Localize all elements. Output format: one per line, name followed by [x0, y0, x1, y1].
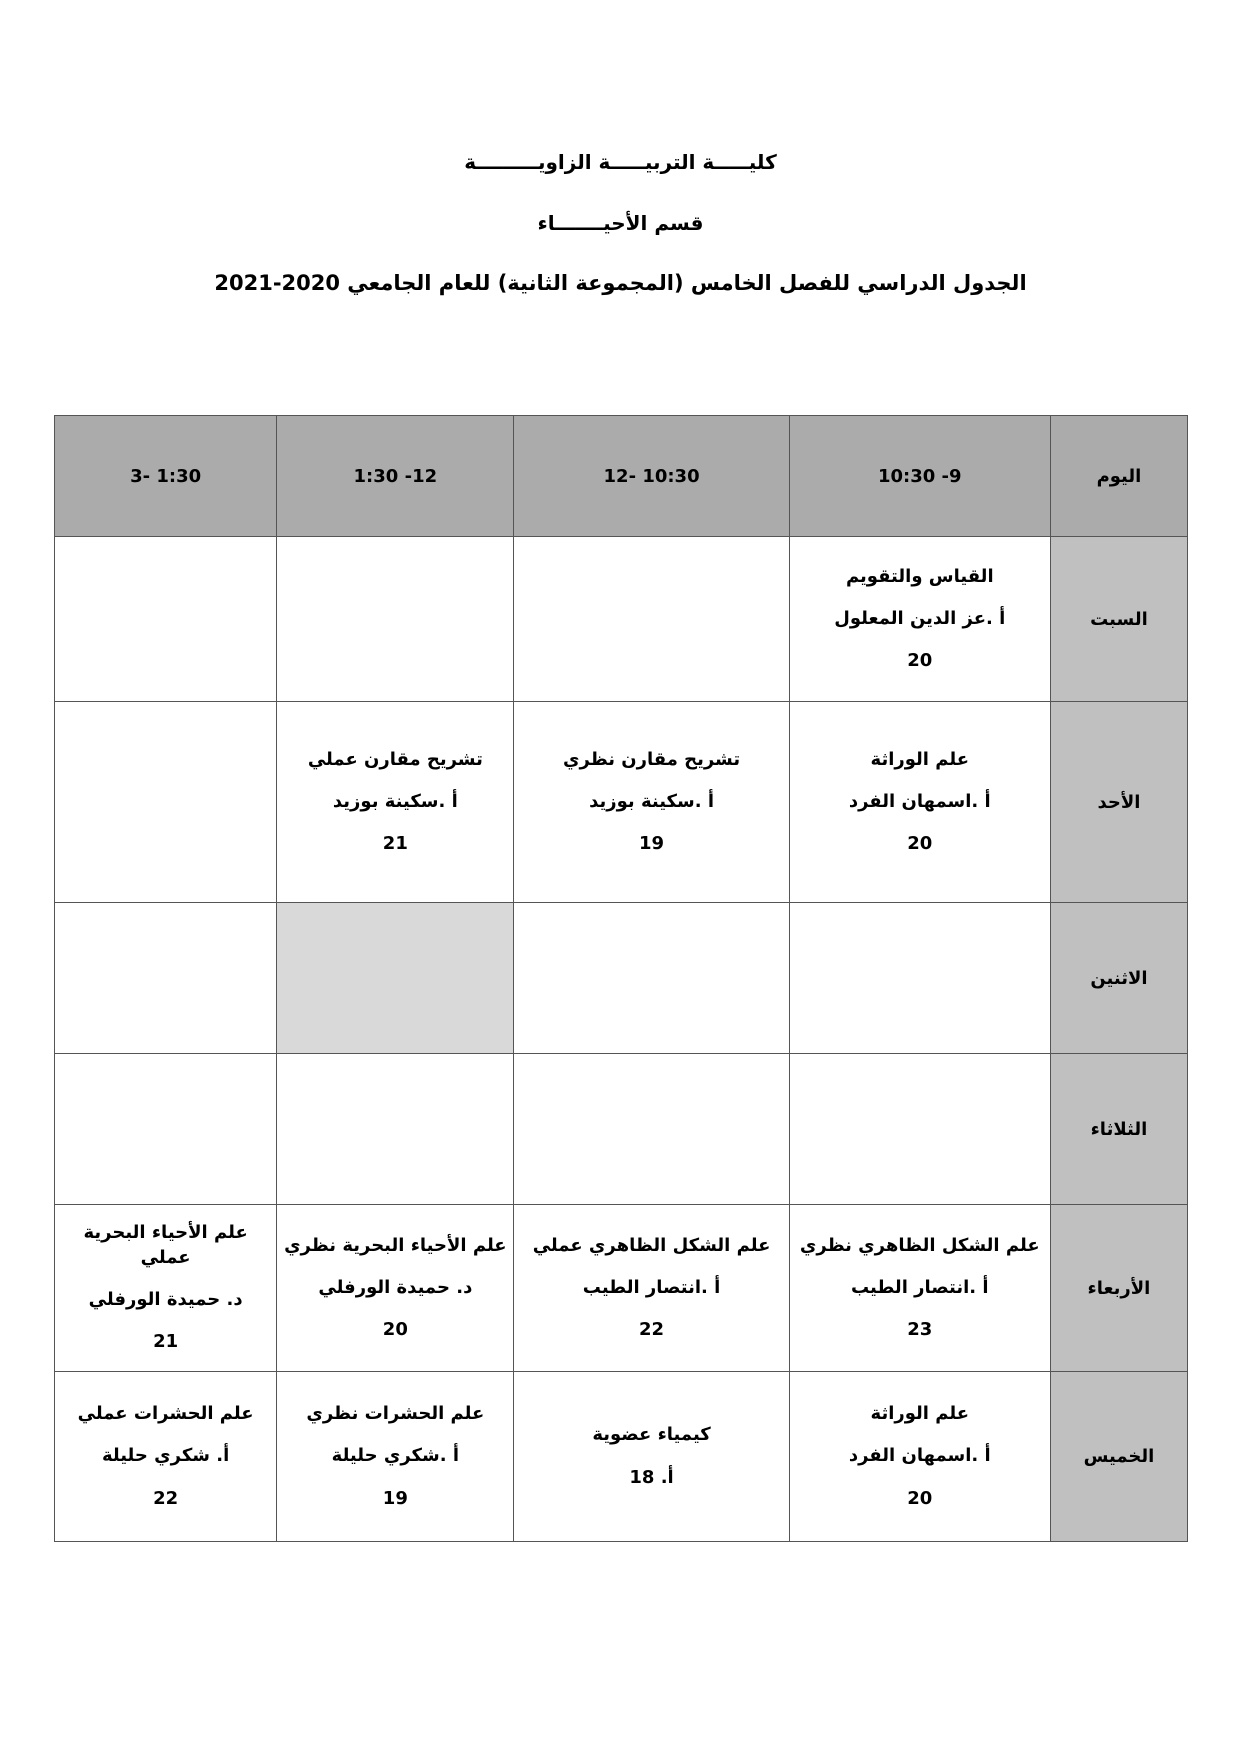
cell-teacher: أ. شكري حليلة — [101, 1445, 230, 1467]
schedule-cell — [514, 1205, 789, 1372]
column-header-slot-4: 1:30 -3 — [55, 416, 277, 537]
schedule-table — [54, 415, 1188, 1542]
cell-room: 22 — [153, 1487, 179, 1509]
schedule-cell — [277, 1205, 514, 1372]
schedule-cell — [514, 1372, 789, 1542]
day-cell: الثلاثاء — [1050, 1054, 1187, 1205]
schedule-cell — [789, 1054, 1050, 1205]
table-row — [55, 702, 1188, 903]
day-cell: السبت — [1050, 537, 1187, 702]
cell-room: أ. 18 — [629, 1466, 674, 1488]
schedule-title: الجدول الدراسي للفصل الخامس (المجموعة الثانية) للعام الجامعي 2020-2021 — [214, 271, 1027, 295]
schedule-cell — [514, 702, 789, 903]
cell-teacher: أ .سكينة بوزيد — [589, 790, 714, 812]
schedule-cell — [514, 537, 789, 702]
cell-teacher: د. حميدة الورفلي — [318, 1276, 473, 1298]
column-header-slot-2: 10:30 -12 — [514, 416, 789, 537]
cell-teacher: أ .انتصار الطيب — [582, 1276, 721, 1298]
schedule-cell — [514, 903, 789, 1054]
table-row — [55, 537, 1188, 702]
day-cell: الاثنين — [1050, 903, 1187, 1054]
schedule-cell — [277, 903, 514, 1054]
cell-subject: علم الشكل الظاهري عملي — [532, 1234, 771, 1256]
header-row — [55, 416, 1188, 537]
schedule-cell — [789, 702, 1050, 903]
schedule-cell — [55, 1205, 277, 1372]
column-header-day: اليوم — [1050, 416, 1187, 537]
column-header-slot-3: 12- 1:30 — [277, 416, 514, 537]
schedule-cell — [789, 537, 1050, 702]
cell-room: 22 — [639, 1319, 665, 1341]
day-cell: الخميس — [1050, 1372, 1187, 1542]
cell-room: 23 — [907, 1319, 933, 1341]
table-row — [55, 1205, 1188, 1372]
department-name: قسم الأحيـــــــاء — [537, 211, 704, 235]
college-name: كليـــــة التربيـــــة الزاويـــــــــة — [464, 150, 777, 174]
day-cell: الأحد — [1050, 702, 1187, 903]
schedule-cell — [789, 903, 1050, 1054]
cell-subject: علم الأحياء البحرية نظري — [284, 1234, 507, 1256]
schedule-cell — [514, 1054, 789, 1205]
cell-room: 19 — [639, 833, 665, 855]
cell-subject: علم الشكل الظاهري نظري — [799, 1234, 1040, 1256]
schedule-cell — [277, 1054, 514, 1205]
cell-subject: تشريح مقارن عملي — [307, 748, 483, 770]
cell-room: 20 — [907, 833, 933, 855]
schedule-cell — [277, 1372, 514, 1542]
schedule-cell — [55, 702, 277, 903]
day-cell: الأربعاء — [1050, 1205, 1187, 1372]
cell-room: 21 — [382, 833, 408, 855]
cell-room: 20 — [907, 650, 933, 672]
cell-room: 21 — [153, 1331, 179, 1353]
column-header-slot-1: 9- 10:30 — [789, 416, 1050, 537]
schedule-cell — [55, 1372, 277, 1542]
table-row — [55, 903, 1188, 1054]
cell-subject: علم الوراثة — [870, 1403, 969, 1425]
schedule-cell — [789, 1205, 1050, 1372]
schedule-cell — [277, 537, 514, 702]
cell-teacher: أ .انتصار الطيب — [851, 1276, 989, 1298]
cell-subject: كيمياء عضوية — [592, 1424, 711, 1446]
schedule-cell — [55, 537, 277, 702]
table-row — [55, 1372, 1188, 1542]
cell-room: 20 — [907, 1487, 933, 1509]
schedule-cell — [789, 1372, 1050, 1542]
cell-subject: تشريح مقارن نظري — [563, 748, 741, 770]
schedule-cell — [55, 903, 277, 1054]
schedule-cell — [55, 1054, 277, 1205]
cell-subject: علم الأحياء البحرية عملي — [83, 1222, 248, 1268]
cell-teacher: أ .سكينة بوزيد — [332, 790, 458, 812]
cell-room: 20 — [382, 1319, 408, 1341]
cell-teacher: د. حميدة الورفلي — [88, 1289, 243, 1310]
cell-teacher: أ .اسمهان الفرد — [848, 1445, 991, 1467]
cell-teacher: أ .عز الدين المعلول — [834, 607, 1006, 629]
cell-room: 19 — [382, 1487, 408, 1509]
cell-subject: القياس والتقويم — [845, 565, 994, 587]
cell-subject: علم الوراثة — [870, 748, 969, 770]
cell-teacher: أ .شكري حليلة — [331, 1445, 459, 1467]
schedule-cell — [277, 702, 514, 903]
cell-subject: علم الحشرات نظري — [306, 1403, 485, 1425]
cell-teacher: أ .اسمهان الفرد — [848, 790, 991, 812]
cell-subject: علم الحشرات عملي — [77, 1403, 254, 1425]
table-row — [55, 1054, 1188, 1205]
